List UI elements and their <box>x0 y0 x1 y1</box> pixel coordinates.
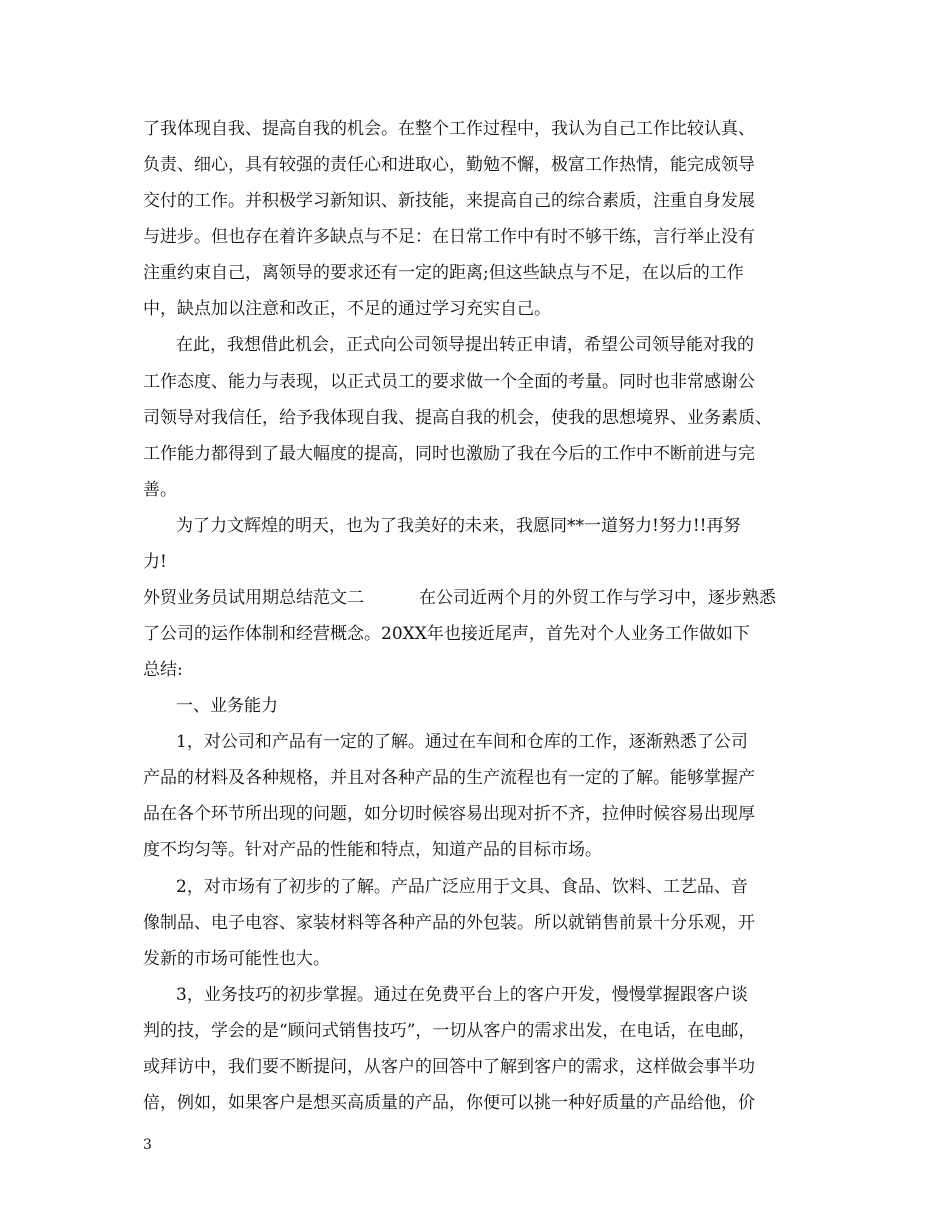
body-line: 2，对市场有了初步的了解。产品广泛应用于文具、食品、饮料、工艺品、音 <box>176 877 748 897</box>
body-line: 总结: <box>143 660 183 680</box>
body-line: 品在各个环节所出现的问题，如分切时候容易出现对折不齐，拉伸时候容易出现厚 <box>143 804 755 824</box>
body-line: 司领导对我信任，给予我体现自我、提高自我的机会，使我的思想境界、业务素质、 <box>143 408 772 428</box>
body-line: 注重约束自己，离领导的要求还有一定的距离;但这些缺点与不足，在以后的工作 <box>143 263 744 283</box>
body-line: 在此，我想借此机会，正式向公司领导提出转正申请，希望公司领导能对我的 <box>176 335 754 355</box>
body-line: 力! <box>143 552 167 572</box>
body-line: 交付的工作。并积极学习新知识、新技能，来提高自己的综合素质，注重自身发展 <box>143 191 755 211</box>
body-line: 像制品、电子电容、家装材料等各种产品的外包装。所以就销售前景十分乐观，开 <box>143 913 755 933</box>
subheading-line: 一、业务能力 <box>176 696 278 716</box>
body-line: 度不均匀等。针对产品的性能和特点，知道产品的目标市场。 <box>143 840 602 860</box>
body-line: 中，缺点加以注意和改正，不足的通过学习充实自己。 <box>143 299 551 319</box>
body-line-text: 在公司近两个月的外贸工作与学习中，逐步熟悉 <box>419 588 776 608</box>
body-line: 善。 <box>143 480 177 500</box>
body-line: 了公司的运作体制和经营概念。20XX年也接近尾声，首先对个人业务工作做如下 <box>143 624 750 644</box>
body-line: 或拜访中，我们要不断提问，从客户的回答中了解到客户的需求，这样做会事半功 <box>143 1057 755 1077</box>
body-line: 与进步。但也存在着许多缺点与不足：在日常工作中有时不够干练，言行举止没有 <box>143 227 755 247</box>
body-line: 判的技，学会的是“顾问式销售技巧”，一切从客户的需求出发，在电话，在电邮， <box>143 1021 756 1041</box>
body-line: 了我体现自我、提高自我的机会。在整个工作过程中，我认为自己工作比较认真、 <box>143 119 755 139</box>
body-line: 负责、细心，具有较强的责任心和进取心，勤勉不懈，极富工作热情，能完成领导 <box>143 155 755 175</box>
body-line: 1，对公司和产品有一定的了解。通过在车间和仓库的工作，逐渐熟悉了公司 <box>176 732 748 752</box>
page-number: 3 <box>143 1137 152 1153</box>
body-line: 倍，例如，如果客户是想买高质量的产品，你便可以挑一种好质量的产品给他，价 <box>143 1093 755 1113</box>
section-title: 外贸业务员试用期总结范文二 <box>143 588 364 608</box>
body-line: 工作能力都得到了最大幅度的提高，同时也激励了我在今后的工作中不断前进与完 <box>143 444 755 464</box>
body-line: 产品的材料及各种规格，并且对各种产品的生产流程也有一定的了解。能够掌握产 <box>143 768 755 788</box>
body-line: 工作态度、能力与表现，以正式员工的要求做一个全面的考量。同时也非常感谢公 <box>143 372 755 392</box>
body-line: 为了力文辉煌的明天，也为了我美好的未来，我愿同**一道努力!努力!!再努 <box>176 516 741 536</box>
body-line: 3，业务技巧的初步掌握。通过在免费平台上的客户开发，慢慢掌握跟客户谈 <box>176 985 748 1005</box>
section-title-line <box>0 581 950 615</box>
body-line: 发新的市场可能性也大。 <box>143 949 330 969</box>
